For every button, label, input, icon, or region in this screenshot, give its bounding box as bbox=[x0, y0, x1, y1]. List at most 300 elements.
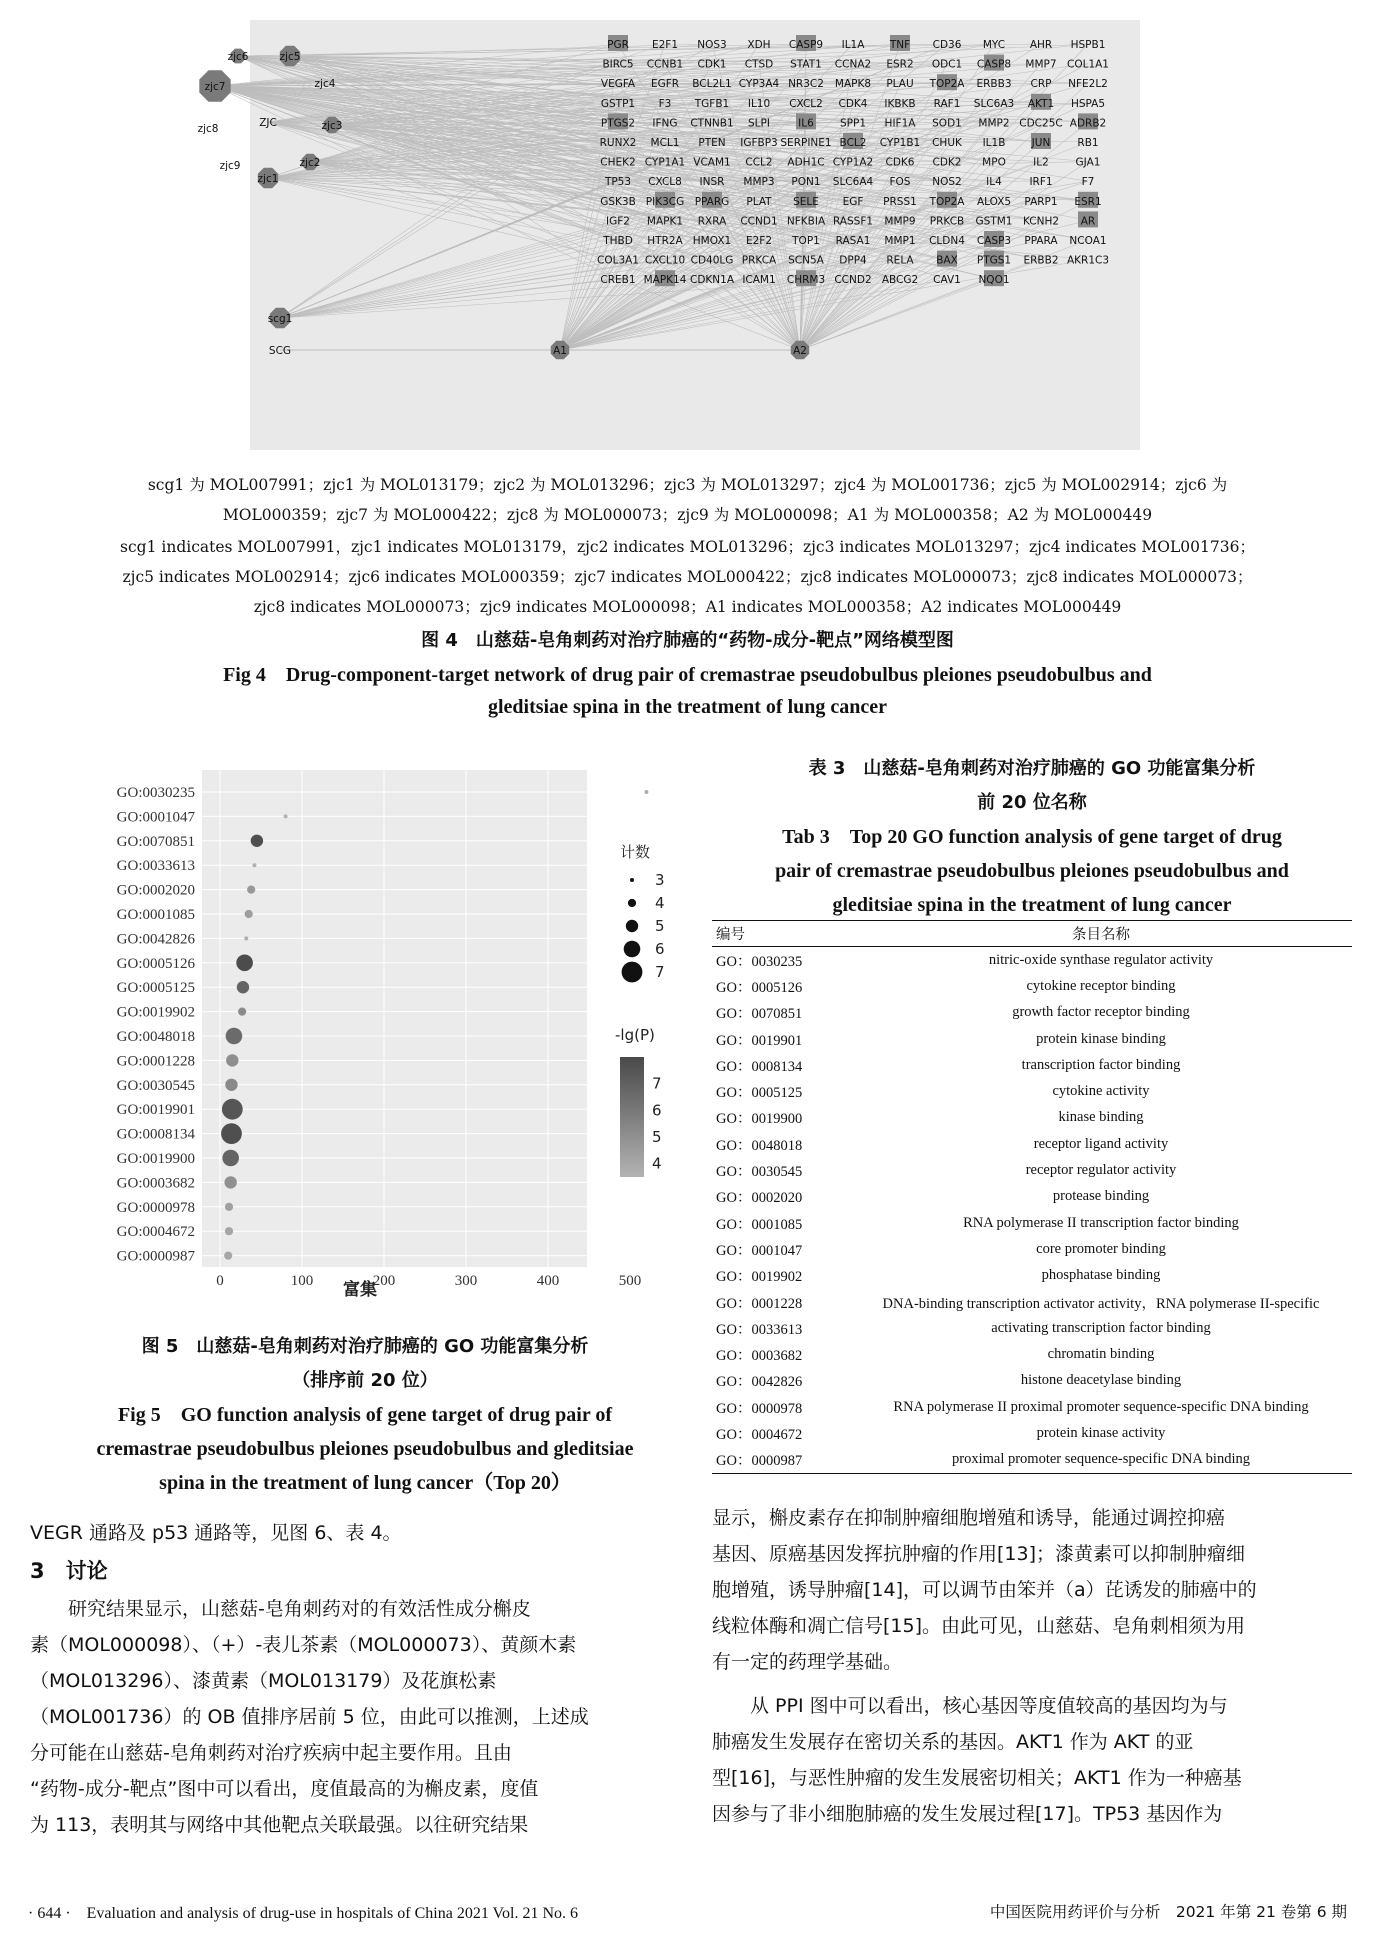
size-legend-dot bbox=[626, 920, 638, 932]
gene-label: EGFR bbox=[650, 78, 680, 91]
go-id-cell: GO：0005126 bbox=[716, 979, 803, 996]
gene-label: IGF2 bbox=[606, 215, 630, 228]
fig4-legend-en-1: scg1 indicates MOL007991，zjc1 indicates MOL013179，zjc2 indicates MOL013296；zjc3 indicates MOL013297；zjc4 indicates MOL001736； bbox=[120, 538, 1255, 556]
go-term-cell: activating transcription factor binding bbox=[991, 1319, 1211, 1336]
go-point bbox=[222, 1150, 239, 1167]
gene-label: GJA1 bbox=[1075, 156, 1101, 169]
fig4-legend-cn-2: MOL000359；zjc7 为 MOL000422；zjc8 为 MOL000073；zjc9 为 MOL000098；A1 为 MOL000358；A2 为 MOL000449 bbox=[222, 506, 1153, 524]
gene-label: GSK3B bbox=[600, 195, 636, 208]
y-tick-label: GO:0002020 bbox=[116, 882, 195, 899]
gene-label: CTSD bbox=[744, 58, 774, 71]
gene-label: HMOX1 bbox=[692, 235, 732, 247]
gene-label: BCL2 bbox=[839, 137, 867, 149]
gene-label: MMP2 bbox=[978, 117, 1010, 130]
gene-label: SCN5A bbox=[788, 254, 824, 267]
component-label: scg1 bbox=[267, 313, 293, 325]
gene-label: SOD1 bbox=[932, 117, 962, 130]
color-legend-title: -lg(P) bbox=[615, 1026, 655, 1044]
y-tick-label: GO:0000987 bbox=[116, 1248, 195, 1265]
text-line: （MOL013296）、漆黄素（MOL013179）及花旗松素 bbox=[30, 1670, 497, 1692]
table-row bbox=[712, 1210, 1352, 1236]
gene-label: PPARA bbox=[1024, 235, 1058, 247]
gene-label: TOP2A bbox=[929, 78, 965, 91]
gene-label: CLDN4 bbox=[929, 235, 965, 247]
fig4-title-cn: 图 4 山慈菇-皂角刺药对治疗肺癌的“药物-成分-靶点”网络模型图 bbox=[421, 630, 954, 651]
gene-label: CTNNB1 bbox=[690, 117, 734, 130]
go-term-cell: core promoter binding bbox=[1036, 1240, 1166, 1257]
go-term-cell: receptor ligand activity bbox=[1033, 1135, 1169, 1152]
gene-label: AR bbox=[1080, 215, 1096, 228]
component-label: zjc4 bbox=[314, 78, 336, 90]
table-row bbox=[712, 1447, 1352, 1474]
go-point bbox=[237, 981, 249, 993]
col-header-term: 条目名称 bbox=[850, 921, 1352, 947]
right-paragraph-1 bbox=[712, 1500, 1352, 1680]
go-term-cell: DNA-binding transcription activator activity，RNA polymerase II-specific bbox=[882, 1295, 1320, 1312]
gene-label: CRP bbox=[1030, 78, 1052, 91]
gene-label: ICAM1 bbox=[742, 274, 776, 287]
gene-label: AKR1C3 bbox=[1066, 254, 1110, 267]
text-line: 基因、原癌基因发挥抗肿瘤的作用[13]；漆黄素可以抑制肿瘤细 bbox=[712, 1543, 1246, 1565]
y-tick-label: GO:0004672 bbox=[116, 1224, 195, 1241]
y-tick-label: GO:0008134 bbox=[116, 1126, 195, 1143]
gene-label: ERBB2 bbox=[1023, 254, 1059, 267]
gene-label: CDK4 bbox=[838, 97, 868, 110]
fig5-title-en-3: spina in the treatment of lung cancer（Top 20） bbox=[159, 1472, 571, 1494]
fig5-title-cn-1: 图 5 山慈菇-皂角刺药对治疗肺癌的 GO 功能富集分析 bbox=[141, 1336, 589, 1357]
y-tick-label: GO:0019901 bbox=[116, 1102, 195, 1119]
table-row bbox=[712, 1157, 1352, 1183]
go-id-cell: GO：0002020 bbox=[716, 1190, 803, 1207]
gene-label: IL2 bbox=[1033, 156, 1049, 169]
text-line: 显示，槲皮素存在抑制肿瘤细胞增殖和诱导，能通过调控抑癌 bbox=[712, 1507, 1226, 1529]
table-row bbox=[712, 1000, 1352, 1026]
gene-label: SLC6A3 bbox=[973, 97, 1015, 110]
gene-label: AKT1 bbox=[1027, 97, 1055, 110]
table-row bbox=[712, 1420, 1352, 1446]
y-tick-label: GO:0019902 bbox=[116, 1004, 195, 1021]
gene-label: ESR2 bbox=[886, 58, 914, 71]
text-line: 线粒体酶和凋亡信号[15]。由此可见，山慈菇、皂角刺相须为用 bbox=[712, 1615, 1246, 1637]
go-point bbox=[221, 1123, 242, 1144]
gene-label: CASP8 bbox=[976, 58, 1012, 71]
gene-label: DPP4 bbox=[839, 254, 867, 267]
col-header-id: 编号 bbox=[712, 921, 850, 947]
go-id-cell: GO：0030545 bbox=[716, 1164, 803, 1181]
gene-label: PIK3CG bbox=[645, 195, 685, 208]
table-row bbox=[712, 1052, 1352, 1078]
gene-label: RAF1 bbox=[933, 97, 961, 110]
gene-label: IL10 bbox=[747, 97, 771, 110]
text-line: 肺癌发生发展存在密切关系的基因。AKT1 作为 AKT 的亚 bbox=[712, 1731, 1194, 1753]
color-legend-label: 4 bbox=[652, 1154, 662, 1173]
go-point bbox=[224, 1176, 236, 1188]
table-row bbox=[712, 973, 1352, 999]
go-id-cell: GO：0001085 bbox=[716, 1216, 803, 1233]
gene-label: PON1 bbox=[791, 176, 821, 189]
gene-label: NR3C2 bbox=[788, 78, 824, 91]
table-row bbox=[712, 1315, 1352, 1341]
table3-title-en-2: pair of cremastrae pseudobulbus pleiones pseudobulbus and bbox=[775, 860, 1289, 882]
gene-label: ALOX5 bbox=[976, 195, 1012, 208]
gene-label: CASP9 bbox=[788, 39, 824, 51]
footer-right: 中国医院用药评价与分析 2021 年第 21 卷第 6 期 bbox=[989, 1903, 1347, 1921]
go-term-cell: cytokine receptor binding bbox=[1026, 977, 1176, 994]
gene-label: SLPI bbox=[748, 117, 770, 130]
gene-label: PTGS2 bbox=[600, 117, 636, 130]
y-tick-labels bbox=[117, 785, 196, 1265]
fig5-title-cn-2: （排序前 20 位） bbox=[292, 1370, 438, 1391]
gene-label: IL6 bbox=[798, 117, 814, 130]
x-tick-label: 300 bbox=[454, 1273, 478, 1289]
go-term-cell: nitric-oxide synthase regulator activity bbox=[988, 951, 1214, 968]
fig4-title-en-2: gleditsiae spina in the treatment of lung cancer bbox=[487, 696, 888, 718]
go-point bbox=[252, 863, 256, 867]
gene-label: VCAM1 bbox=[693, 156, 731, 169]
x-tick-label: 400 bbox=[536, 1273, 560, 1289]
go-point bbox=[225, 1203, 233, 1211]
network-edge bbox=[560, 260, 712, 350]
table3-title-cn-2: 前 20 位名称 bbox=[977, 792, 1087, 813]
text-line: （MOL001736）的 OB 值排序居前 5 位，由此可以推测，上述成 bbox=[30, 1706, 589, 1728]
gene-label: MYC bbox=[982, 39, 1006, 51]
go-term-cell: proximal promoter sequence-specific DNA binding bbox=[850, 1447, 1352, 1474]
gene-label: CYP1A2 bbox=[832, 156, 874, 169]
text-line: 分可能在山慈菇-皂角刺药对治疗疾病中起主要作用。且由 bbox=[30, 1742, 512, 1764]
table-row bbox=[712, 1236, 1352, 1262]
fig5-caption bbox=[40, 1330, 690, 1500]
text-line: 素（MOL000098）、（+）-表儿茶素（MOL000073）、黄颜木素 bbox=[30, 1634, 577, 1656]
gene-label: PRKCA bbox=[741, 254, 777, 267]
gene-label: RASA1 bbox=[835, 235, 871, 247]
gene-label: CCL2 bbox=[745, 156, 773, 169]
go-point bbox=[222, 1099, 243, 1120]
gene-label: AHR bbox=[1029, 39, 1053, 51]
gene-label: IKBKB bbox=[884, 97, 916, 110]
x-tick-labels bbox=[216, 1273, 641, 1289]
gene-label: KCNH2 bbox=[1022, 215, 1060, 228]
gene-label: IL1A bbox=[841, 39, 865, 51]
gene-label: IGFBP3 bbox=[740, 137, 778, 149]
right-column-text bbox=[712, 1500, 1352, 1832]
gene-label: NFE2L2 bbox=[1068, 78, 1108, 91]
gene-label: CYP3A4 bbox=[738, 78, 780, 91]
gene-label: CXCL8 bbox=[648, 176, 682, 189]
network-edge bbox=[268, 44, 759, 122]
gene-label: PLAT bbox=[746, 195, 772, 208]
go-point bbox=[238, 1008, 246, 1016]
network-graph bbox=[197, 20, 1140, 450]
gene-label: BCL2L1 bbox=[692, 78, 732, 91]
gene-label: PTGS1 bbox=[976, 254, 1012, 267]
table-row bbox=[712, 1131, 1352, 1157]
gene-label: BAX bbox=[936, 254, 958, 267]
go-term-cell: growth factor receptor binding bbox=[1012, 1004, 1190, 1021]
gene-label: STAT1 bbox=[790, 58, 822, 71]
y-tick-label: GO:0030235 bbox=[116, 785, 195, 801]
gene-label: CXCL10 bbox=[644, 254, 686, 267]
color-legend-ticks bbox=[652, 1075, 662, 1173]
gene-label: NCOA1 bbox=[1069, 235, 1107, 247]
gene-label: E2F2 bbox=[745, 235, 773, 247]
go-point bbox=[245, 910, 253, 918]
component-label: zjc1 bbox=[257, 173, 279, 185]
text-line: “药物-成分-靶点”图中可以看出，度值最高的为槲皮素，度值 bbox=[30, 1778, 539, 1800]
x-tick-label: 0 bbox=[216, 1273, 224, 1289]
gene-label: NQO1 bbox=[978, 274, 1010, 287]
gene-label: CDC25C bbox=[1019, 117, 1063, 130]
table3-title-en-3: gleditsiae spina in the treatment of lung cancer bbox=[832, 894, 1232, 916]
gene-label: NOS3 bbox=[697, 39, 727, 51]
go-point bbox=[236, 955, 253, 972]
gene-label: IRF1 bbox=[1029, 176, 1053, 189]
y-tick-label: GO:0001228 bbox=[116, 1053, 195, 1070]
y-tick-label: GO:0001085 bbox=[116, 907, 195, 923]
y-tick-label: GO:0003682 bbox=[116, 1175, 195, 1192]
size-legend-title: 计数 bbox=[620, 843, 651, 861]
size-legend bbox=[622, 871, 665, 982]
size-legend-dot bbox=[622, 962, 643, 983]
go-id-cell: GO：0005125 bbox=[716, 1085, 803, 1102]
gene-label: MPO bbox=[982, 156, 1006, 169]
color-legend-label: 6 bbox=[652, 1101, 662, 1120]
gene-label: GSTP1 bbox=[600, 97, 636, 110]
table3-caption bbox=[712, 752, 1352, 922]
gene-label: INSR bbox=[699, 176, 725, 189]
gene-label: TP53 bbox=[604, 176, 632, 189]
gene-label: XDH bbox=[747, 39, 771, 51]
go-term-cell: receptor regulator activity bbox=[1025, 1162, 1177, 1179]
x-tick-label: 200 bbox=[372, 1273, 396, 1289]
table3 bbox=[712, 920, 1352, 1474]
size-legend-label: 7 bbox=[655, 963, 665, 981]
go-id-cell: GO：0033613 bbox=[716, 1321, 803, 1338]
network-edge bbox=[800, 260, 1041, 350]
table-row bbox=[712, 1105, 1352, 1131]
go-id-cell: GO：0000987 bbox=[712, 1447, 850, 1474]
gene-label: MAPK1 bbox=[646, 215, 684, 228]
network-figure bbox=[197, 20, 1140, 450]
gene-label: CDK1 bbox=[697, 58, 727, 71]
gene-label: SERPINE1 bbox=[780, 137, 832, 149]
gene-label: CDK6 bbox=[885, 156, 915, 169]
gene-label: HSPB1 bbox=[1070, 39, 1106, 51]
go-point bbox=[644, 790, 648, 794]
gene-label: CDKN1A bbox=[689, 274, 735, 287]
gene-label: MAPK8 bbox=[834, 78, 872, 91]
component-label: zjc5 bbox=[279, 51, 301, 63]
y-tick-label: GO:0005126 bbox=[116, 955, 195, 972]
table-row bbox=[712, 1289, 1352, 1315]
component-label: SCG bbox=[268, 345, 292, 357]
gene-label: CHUK bbox=[932, 137, 962, 149]
gene-label: CREB1 bbox=[600, 274, 636, 287]
go-point bbox=[225, 1227, 233, 1235]
gene-label: EGF bbox=[842, 195, 864, 208]
y-tick-label: GO:0030545 bbox=[116, 1077, 195, 1094]
gene-label: RASSF1 bbox=[832, 215, 874, 228]
go-point bbox=[247, 886, 255, 894]
go-term-cell: chromatin binding bbox=[1047, 1346, 1155, 1363]
component-label: zjc6 bbox=[227, 51, 249, 63]
go-id-cell: GO：0070851 bbox=[716, 1006, 803, 1023]
text-line: 为 113，表明其与网络中其他靶点关联最强。以往研究结果 bbox=[30, 1814, 529, 1836]
gene-label: CCNA2 bbox=[834, 58, 872, 71]
go-id-cell: GO：0019902 bbox=[716, 1269, 803, 1286]
y-tick-label: GO:0001047 bbox=[116, 809, 195, 826]
gene-label: NFKBIA bbox=[786, 215, 826, 228]
go-id-cell: GO：0042826 bbox=[716, 1374, 803, 1391]
go-term-cell: protein kinase binding bbox=[1036, 1030, 1166, 1047]
y-tick-label: GO:0000978 bbox=[116, 1199, 195, 1216]
gene-label: PARP1 bbox=[1024, 195, 1058, 208]
y-tick-label: GO:0019900 bbox=[116, 1151, 195, 1167]
gene-label: CCND2 bbox=[834, 274, 872, 287]
y-tick-label: GO:0005125 bbox=[116, 980, 195, 997]
gene-label: CHRM3 bbox=[786, 274, 826, 287]
text-line: 有一定的药理学基础。 bbox=[712, 1651, 903, 1673]
size-legend-dot bbox=[630, 878, 634, 882]
go-point bbox=[284, 814, 288, 818]
gene-label: TOP1 bbox=[792, 235, 820, 247]
gene-label: CAV1 bbox=[933, 274, 961, 287]
component-label: zjc9 bbox=[219, 160, 241, 172]
go-term-cell: phosphatase binding bbox=[1041, 1267, 1161, 1284]
size-legend-dot bbox=[628, 899, 636, 907]
go-id-cell: GO：0030235 bbox=[716, 953, 803, 970]
go-id-cell: GO：0001228 bbox=[716, 1295, 803, 1312]
x-axis-label: 富集 bbox=[343, 1280, 377, 1300]
right-paragraph-2 bbox=[712, 1688, 1352, 1832]
go-point bbox=[225, 1079, 237, 1091]
component-label: zjc8 bbox=[197, 123, 219, 135]
gene-label: MMP9 bbox=[884, 215, 916, 228]
gene-label: CD40LG bbox=[690, 254, 734, 267]
table-row bbox=[712, 1078, 1352, 1104]
size-legend-dot bbox=[624, 941, 641, 958]
gene-label: MMP3 bbox=[743, 176, 775, 189]
text-line: 因参与了非小细胞肺癌的发生发展过程[17]。TP53 基因作为 bbox=[712, 1803, 1223, 1825]
gene-label: CHEK2 bbox=[600, 156, 636, 169]
go-id-cell: GO：0001047 bbox=[716, 1242, 803, 1259]
go-term-cell: RNA polymerase II transcription factor binding bbox=[963, 1214, 1239, 1231]
fig5-title-en-1: Fig 5 GO function analysis of gene target of drug pair of bbox=[117, 1404, 613, 1426]
go-term-cell: RNA polymerase II proximal promoter sequence-specific DNA binding bbox=[893, 1398, 1309, 1415]
x-tick-label: 100 bbox=[290, 1273, 314, 1289]
gene-label: JUN bbox=[1031, 137, 1051, 149]
table-row bbox=[712, 1341, 1352, 1367]
go-point bbox=[244, 936, 248, 940]
go-term-cell: cytokine activity bbox=[1052, 1083, 1150, 1100]
gene-label: NOS2 bbox=[932, 176, 962, 189]
go-id-cell: GO：0000978 bbox=[716, 1400, 803, 1417]
component-label: zjc2 bbox=[299, 157, 321, 169]
gene-label: GSTM1 bbox=[975, 215, 1013, 228]
go-bubble-chart bbox=[60, 762, 680, 1302]
gene-label: F3 bbox=[658, 97, 672, 110]
fig4-legend-en-2: zjc5 indicates MOL002914；zjc6 indicates MOL000359；zjc7 indicates MOL000422；zjc8 indicates MOL000073；zjc8 indicates MOL000073； bbox=[122, 568, 1253, 586]
gene-label: CASP3 bbox=[976, 235, 1012, 247]
table3-title-cn-1: 表 3 山慈菇-皂角刺药对治疗肺癌的 GO 功能富集分析 bbox=[808, 758, 1256, 779]
gene-label: CD36 bbox=[932, 39, 962, 51]
gene-label: PTEN bbox=[698, 137, 726, 149]
gene-label: RUNX2 bbox=[599, 137, 637, 149]
table3-title-en-1: Tab 3 Top 20 GO function analysis of gene target of drug bbox=[782, 826, 1282, 848]
fig5-title-en-2: cremastrae pseudobulbus pleiones pseudobulbus and gleditsiae bbox=[96, 1438, 634, 1460]
gene-label: PRSS1 bbox=[883, 195, 917, 208]
table3-body bbox=[712, 947, 1352, 1474]
gene-label: CDK2 bbox=[932, 156, 962, 169]
go-id-cell: GO：0008134 bbox=[716, 1058, 803, 1075]
gene-label: MMP7 bbox=[1025, 58, 1057, 71]
gene-label: THBD bbox=[603, 235, 633, 247]
go-term-cell: transcription factor binding bbox=[1021, 1056, 1181, 1073]
table-row bbox=[712, 1184, 1352, 1210]
gene-label: RB1 bbox=[1077, 137, 1099, 149]
text-line: 胞增殖，诱导肿瘤[14]，可以调节由笨并（a）芘诱发的肺癌中的 bbox=[712, 1579, 1257, 1601]
gene-label: F7 bbox=[1081, 176, 1095, 189]
y-tick-label: GO:0048018 bbox=[116, 1029, 195, 1045]
gene-label: TOP2A bbox=[929, 195, 965, 208]
gene-label: TGFB1 bbox=[694, 97, 730, 110]
left-lead-line: VEGR 通路及 p53 通路等，见图 6、表 4。 bbox=[30, 1522, 402, 1544]
y-tick-label: GO:0070851 bbox=[116, 833, 195, 850]
size-legend-label: 4 bbox=[655, 894, 665, 912]
size-legend-label: 5 bbox=[655, 917, 665, 935]
network-edge bbox=[280, 260, 665, 318]
go-term-cell: histone deacetylase binding bbox=[1020, 1372, 1182, 1389]
x-tick-label: 500 bbox=[618, 1273, 642, 1289]
gene-label: RXRA bbox=[697, 215, 727, 228]
go-point bbox=[226, 1054, 238, 1066]
gene-label: SLC6A4 bbox=[832, 176, 874, 189]
y-tick-label: GO:0042826 bbox=[116, 931, 195, 948]
y-tick-label: GO:0033613 bbox=[116, 858, 195, 875]
go-id-cell: GO：0019900 bbox=[716, 1111, 803, 1128]
gene-label: CXCL2 bbox=[789, 97, 823, 110]
gene-label: PRKCB bbox=[929, 215, 965, 228]
gene-label: PLAU bbox=[886, 78, 914, 91]
fig4-legend-cn-1: scg1 为 MOL007991；zjc1 为 MOL013179；zjc2 为 MOL013296；zjc3 为 MOL013297；zjc4 为 MOL001736；zjc5 为 MOL002914；zjc6 为 bbox=[147, 476, 1228, 494]
size-legend-label: 6 bbox=[655, 940, 665, 958]
gene-label: ADRB2 bbox=[1069, 117, 1107, 130]
component-label: A1 bbox=[553, 345, 567, 357]
table-row bbox=[712, 947, 1352, 974]
gene-label: CCND1 bbox=[740, 215, 778, 228]
fig4-legend-en-3: zjc8 indicates MOL000073；zjc9 indicates MOL000098；A1 indicates MOL000358；A2 indicates MOL000449 bbox=[253, 598, 1122, 616]
gene-label: HSPA5 bbox=[1070, 97, 1106, 110]
component-label: ZJC bbox=[259, 117, 277, 129]
go-chart-svg bbox=[60, 762, 680, 1302]
section-heading: 3 讨论 bbox=[30, 1559, 108, 1583]
discussion-paragraph bbox=[30, 1591, 670, 1843]
table-row bbox=[712, 1263, 1352, 1289]
network-edge bbox=[800, 279, 994, 350]
gene-label: IFNG bbox=[652, 117, 678, 130]
gene-label: MAPK14 bbox=[643, 274, 687, 287]
gene-label: BIRC5 bbox=[602, 58, 634, 71]
gene-label: COL1A1 bbox=[1067, 58, 1109, 71]
gene-label: MCL1 bbox=[650, 137, 680, 149]
table-header-row bbox=[712, 921, 1352, 947]
gene-label: MMP1 bbox=[884, 235, 916, 247]
footer-left: · 644 · Evaluation and analysis of drug-use in hospitals of China 2021 Vol. 21 No. 6 bbox=[28, 1905, 579, 1922]
go-id-cell: GO：0019901 bbox=[716, 1032, 803, 1049]
gene-label: TNF bbox=[889, 39, 911, 51]
left-column-text bbox=[30, 1515, 670, 1843]
gene-label: CCNB1 bbox=[646, 58, 684, 71]
component-label: zjc7 bbox=[204, 81, 226, 93]
